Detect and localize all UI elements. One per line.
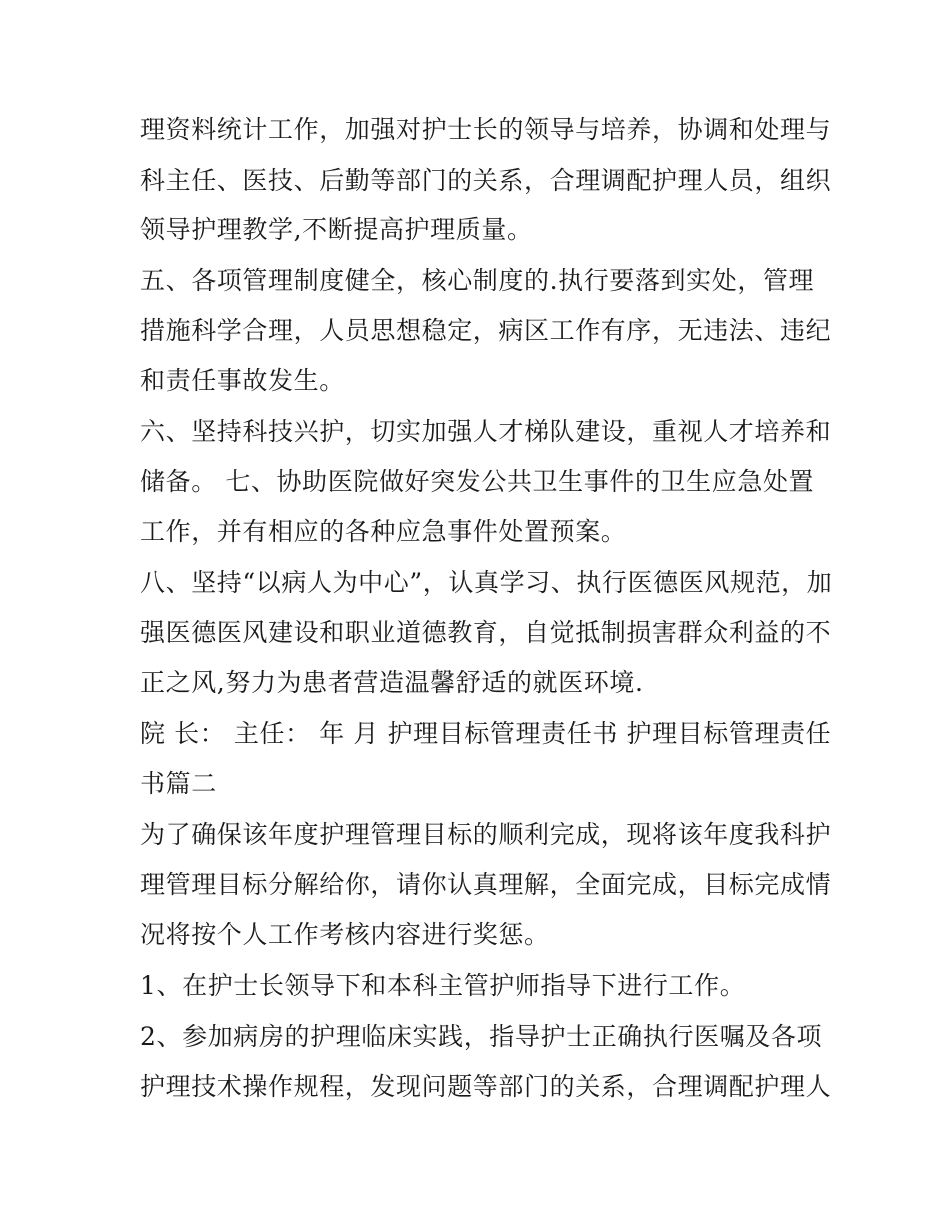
text-line: 理资料统计工作，加强对护士长的领导与培养，协调和处理与: [140, 115, 832, 144]
text-line: 院 长： 主任： 年 月 护理目标管理责任书 护理目标管理责任: [140, 719, 832, 748]
text-line: 况将按个人工作考核内容进行奖惩。: [140, 920, 550, 949]
text-line: 正之风,努力为患者营造温馨舒适的就医环境.: [140, 668, 644, 697]
text-line: 措施科学合理，人员思想稳定，病区工作有序，无违法、违纪: [140, 316, 832, 345]
text-line: 为了确保该年度护理管理目标的顺利完成，现将该年度我科护: [140, 820, 832, 849]
text-line: 护理技术操作规程，发现问题等部门的关系，合理调配护理人: [140, 1072, 832, 1101]
text-line: 八、坚持“以病人为中心”，认真学习、执行医德医风规范，加: [140, 568, 833, 597]
text-line: 强医德医风建设和职业道德教育，自觉抵制损害群众利益的不: [140, 618, 832, 647]
text-line: 储备。 七、协助医院做好突发公共卫生事件的卫生应急处置: [140, 467, 815, 496]
text-line: 2、参加病房的护理临床实践，指导护士正确执行医嘱及各项: [140, 1022, 823, 1051]
text-line: 领导护理教学,不断提高护理质量。: [140, 215, 533, 244]
text-line: 和责任事故发生。: [140, 366, 345, 395]
text-line: 工作，并有相应的各种应急事件处置预案。: [140, 517, 627, 546]
text-line: 书篇二: [140, 769, 217, 798]
text-line: 1、在护士长领导下和本科主管护师指导下进行工作。: [140, 971, 746, 1000]
text-line: 科主任、医技、后勤等部门的关系，合理调配护理人员，组织: [140, 166, 832, 195]
text-line: 五、各项管理制度健全，核心制度的.执行要落到实处，管理: [140, 266, 815, 295]
text-line: 理管理目标分解给你，请你认真理解，全面完成，目标完成情: [140, 870, 832, 899]
text-line: 六、坚持科技兴护，切实加强人才梯队建设，重视人才培养和: [140, 417, 832, 446]
